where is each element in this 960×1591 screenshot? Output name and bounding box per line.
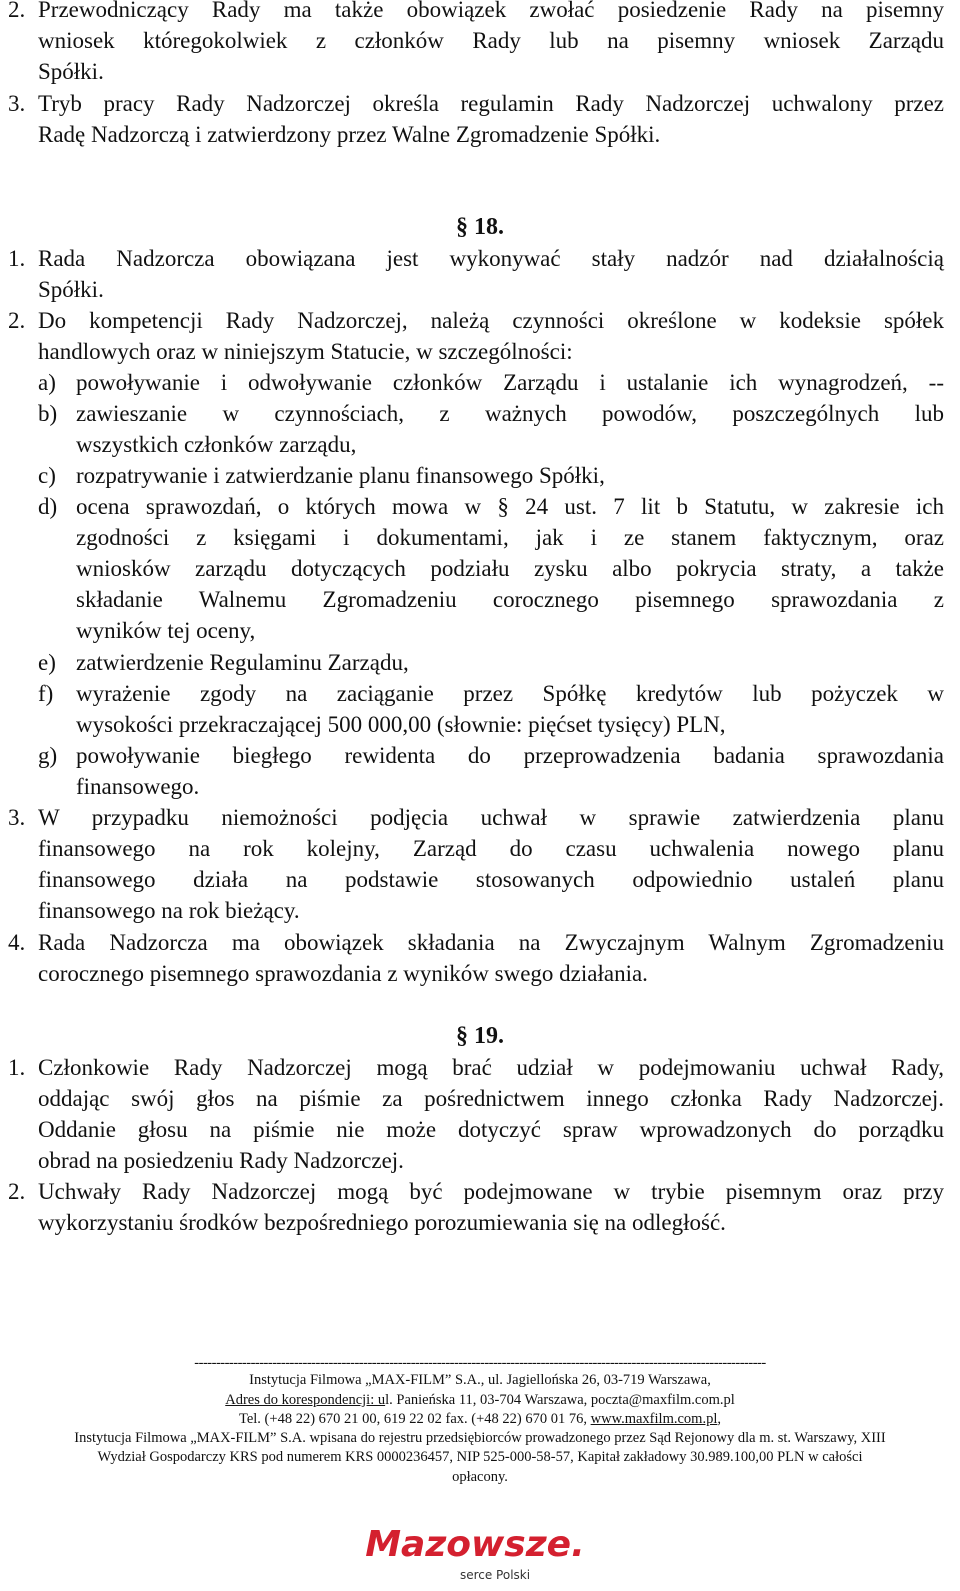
logo-wordmark: Mazowsze. bbox=[365, 1524, 585, 1565]
text-line bbox=[0, 305, 960, 336]
paragraph-number: 3. bbox=[8, 805, 26, 830]
text-line bbox=[0, 740, 960, 771]
footer-correspondence-address: l. Panieńska 11, 03-704 Warszawa, poczta@maxfilm.com.pl bbox=[385, 1392, 735, 1408]
list-letter: d) bbox=[38, 494, 58, 519]
text-line bbox=[0, 460, 960, 491]
paragraph-text: oddając swój głos na piśmie za pośrednictwem innego członka Rady Nadzorczej. bbox=[38, 1086, 944, 1111]
text-line bbox=[0, 927, 960, 958]
text-line bbox=[0, 584, 960, 615]
text-line bbox=[0, 1114, 960, 1145]
footer-registry: Instytucja Filmowa „MAX-FILM” S.A. wpisana do rejestru przedsiębiorców prowadzonego przez Sąd Rejonowy dla m. st. Warszawy, XIII bbox=[74, 1430, 886, 1446]
paragraph-text: wysokości przekraczającej 500 000,00 (słownie: pięćset tysięcy) PLN, bbox=[76, 712, 726, 737]
paragraph-text: Spółki. bbox=[38, 59, 104, 84]
paragraph-text: Do kompetencji Rady Nadzorczej, należą czynności określone w kodeksie spółek bbox=[38, 308, 944, 333]
text-line bbox=[0, 647, 960, 678]
paragraph-text: wyników tej oceny, bbox=[76, 618, 256, 643]
paragraph-text: zatwierdzenie Regulaminu Zarządu, bbox=[76, 650, 409, 675]
paragraph-number: 3. bbox=[8, 91, 26, 116]
text-line bbox=[0, 802, 960, 833]
text-line bbox=[0, 119, 960, 150]
list-letter: a) bbox=[38, 370, 56, 395]
footer-website-link[interactable]: www.maxfilm.com.pl bbox=[590, 1411, 718, 1427]
paragraph-text: wyrażenie zgody na zaciąganie przez Spółkę kredytów lub pożyczek w bbox=[76, 681, 944, 706]
text-line bbox=[0, 0, 960, 25]
footer-correspondence-label: Adres do korespondencji: u bbox=[225, 1392, 386, 1408]
paragraph-text: Spółki. bbox=[38, 277, 104, 302]
list-letter: e) bbox=[38, 650, 56, 675]
text-line bbox=[0, 491, 960, 522]
footer-phone-text: Tel. (+48 22) 670 21 00, 619 22 02 fax. (+48 22) 670 01 76, bbox=[239, 1411, 591, 1427]
paragraph-text: powoływanie i odwoływanie członków Zarządu i ustalanie ich wynagrodzeń, -- bbox=[76, 370, 944, 395]
section-heading: § 18. bbox=[456, 214, 504, 240]
paragraph-text: Oddanie głosu na piśmie nie może dotyczyć spraw wprowadzonych do porządku bbox=[38, 1117, 944, 1142]
paragraph-text: Rada Nadzorcza ma obowiązek składania na Zwyczajnym Walnym Zgromadzeniu bbox=[38, 930, 944, 955]
text-line bbox=[0, 709, 960, 740]
paragraph-number: 1. bbox=[8, 246, 26, 271]
section-heading: § 19. bbox=[456, 1023, 504, 1049]
paragraph-text: wniosek któregokolwiek z członków Rady lub na pisemny wniosek Zarządu bbox=[38, 28, 944, 53]
paragraph-text: wniosków zarządu dotyczących podziału zysku albo pokrycia straty, a także bbox=[76, 556, 944, 581]
paragraph-text: finansowego na rok kolejny, Zarząd do czasu uchwalenia nowego planu bbox=[38, 836, 944, 861]
text-line bbox=[0, 88, 960, 119]
text-line bbox=[0, 56, 960, 87]
paragraph-text: wykorzystaniu środków bezpośredniego porozumiewania się na odległość. bbox=[38, 1210, 726, 1235]
text-line bbox=[0, 1083, 960, 1114]
text-line bbox=[0, 833, 960, 864]
paragraph-text: Radę Nadzorczą i zatwierdzony przez Walne Zgromadzenie Spółki. bbox=[38, 122, 661, 147]
footer-correspondence bbox=[0, 1391, 960, 1411]
footer-phone-end: , bbox=[717, 1411, 721, 1427]
paragraph-text: finansowego na rok bieżący. bbox=[38, 898, 300, 923]
paragraph-text: zawieszanie w czynnościach, z ważnych powodów, poszczególnych lub bbox=[76, 401, 944, 426]
text-line bbox=[0, 1052, 960, 1083]
paragraph-number: 2. bbox=[8, 0, 26, 22]
text-line bbox=[0, 958, 960, 989]
footer-address: Instytucja Filmowa „MAX-FILM” S.A., ul. Jagiellońska 26, 03-719 Warszawa, bbox=[249, 1372, 711, 1388]
paragraph-text: finansowego działa na podstawie stosowanych odpowiednio ustaleń planu bbox=[38, 867, 944, 892]
paragraph-text: Uchwały Rady Nadzorczej mogą być podejmowane w trybie pisemnym oraz przy bbox=[38, 1179, 944, 1204]
text-line bbox=[0, 553, 960, 584]
paragraph-number: 1. bbox=[8, 1055, 26, 1080]
text-line bbox=[0, 274, 960, 305]
paragraph-text: finansowego. bbox=[76, 774, 200, 799]
text-line bbox=[0, 25, 960, 56]
paragraph-text: ocena sprawozdań, o których mowa w § 24 ust. 7 lit b Statutu, w zakresie ich bbox=[76, 494, 944, 519]
text-line bbox=[0, 1176, 960, 1207]
paragraph-text: Tryb pracy Rady Nadzorczej określa regulamin Rady Nadzorczej uchwalony przez bbox=[38, 91, 944, 116]
paragraph-text: powoływanie biegłego rewidenta do przeprowadzenia badania sprawozdania bbox=[76, 743, 944, 768]
paragraph-text: W przypadku niemożności podjęcia uchwał w sprawie zatwierdzenia planu bbox=[38, 805, 944, 830]
list-letter: f) bbox=[38, 681, 54, 706]
paragraph-text: obrad na posiedzeniu Rady Nadzorczej. bbox=[38, 1148, 404, 1173]
list-letter: c) bbox=[38, 463, 56, 488]
text-line bbox=[0, 367, 960, 398]
text-line bbox=[0, 243, 960, 274]
paragraph-text: corocznego pisemnego sprawozdania z wyników swego działania. bbox=[38, 961, 648, 986]
paragraph-text: Członkowie Rady Nadzorczej mogą brać udział w podejmowaniu uchwał Rady, bbox=[38, 1055, 944, 1080]
paragraph-text: Przewodniczący Rady ma także obowiązek zwołać posiedzenie Rady na pisemny bbox=[38, 0, 944, 22]
text-line bbox=[0, 895, 960, 926]
text-line bbox=[0, 398, 960, 429]
paragraph-number: 2. bbox=[8, 308, 26, 333]
paragraph-text: handlowych oraz w niniejszym Statucie, w szczególności: bbox=[38, 339, 573, 364]
text-line bbox=[0, 615, 960, 646]
footer-krs: Wydział Gospodarczy KRS pod numerem KRS 0000236457, NIP 525-000-58-57, Kapitał zakładowy 30.989.100,00 PLN w całości bbox=[97, 1449, 863, 1465]
list-letter: g) bbox=[38, 743, 58, 768]
mazowsze-logo bbox=[355, 1518, 595, 1586]
footer-divider: ------------------------------------------------------------------------------------------------------------------------------------ bbox=[194, 1355, 766, 1371]
text-line bbox=[0, 864, 960, 895]
paragraph-text: Rada Nadzorcza obowiązana jest wykonywać stały nadzór nad działalnością bbox=[38, 246, 944, 271]
text-line bbox=[0, 1145, 960, 1176]
text-line bbox=[0, 522, 960, 553]
paragraph-number: 4. bbox=[8, 930, 26, 955]
footer-paid: opłacony. bbox=[452, 1469, 508, 1485]
logo-tagline: serce Polski bbox=[459, 1568, 531, 1582]
paragraph-text: zgodności z księgami i dokumentami, jak i ze stanem faktycznym, oraz bbox=[76, 525, 944, 550]
paragraph-text: składanie Walnemu Zgromadzeniu corocznego pisemnego sprawozdania z bbox=[76, 587, 944, 612]
list-letter: b) bbox=[38, 401, 58, 426]
text-line bbox=[0, 1207, 960, 1238]
text-line bbox=[0, 336, 960, 367]
text-line bbox=[0, 429, 960, 460]
footer-phone bbox=[0, 1410, 960, 1430]
paragraph-number: 2. bbox=[8, 1179, 26, 1204]
paragraph-text: wszystkich członków zarządu, bbox=[76, 432, 357, 457]
paragraph-text: rozpatrywanie i zatwierdzanie planu finansowego Spółki, bbox=[76, 463, 605, 488]
text-line bbox=[0, 678, 960, 709]
text-line bbox=[0, 771, 960, 802]
